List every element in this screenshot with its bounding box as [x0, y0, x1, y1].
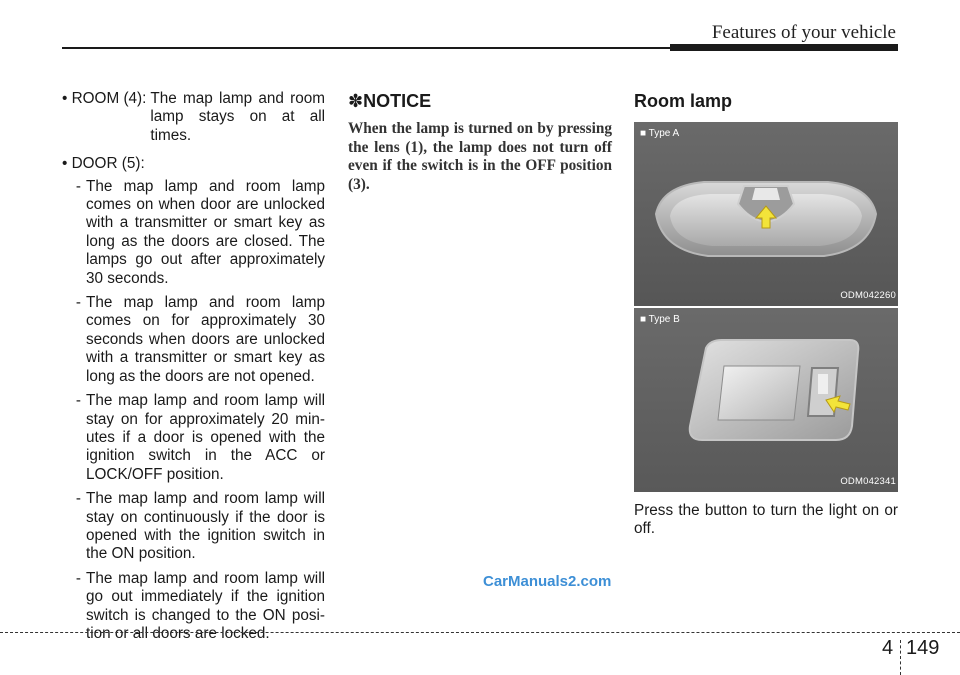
room-mode-label: • ROOM (4): [62, 90, 147, 107]
list-item-text: The map lamp and room lamp will go out immediately if the ignition switch is changed to the ON posi-tion or all doors are locked. [86, 569, 325, 642]
list-item-text: The map lamp and room lamp will stay on continuously if the door is opened with the ignition switch in the ON position. [86, 490, 325, 563]
list-item: - The map lamp and room lamp comes on when door are unlocked with a transmitter or smart key as long as the doors are closed. The lamps go out after approximately 30 seconds. [75, 177, 325, 287]
list-item: - The map lamp and room lamp will go out immediately if the ignition switch is changed to the ON posi-tion or all doors are locked. [75, 569, 325, 642]
figure-type-b-label: ■ Type B [640, 314, 680, 325]
left-column [62, 90, 325, 649]
list-item-text: The map lamp and room lamp will stay on for approximately 20 min-utes if a door is opened with the ignition switch in the ACC or LOCK/OFF position. [86, 392, 325, 483]
room-mode-item [62, 90, 325, 145]
list-item: - The map lamp and room lamp will stay on for approximately 20 min-utes if a door is opened with the ignition switch in the ACC or LOCK/OFF position. [75, 392, 325, 483]
header-bar [670, 44, 898, 51]
notice-mark-icon: ✽ [348, 91, 364, 111]
notice-title: NOTICE [363, 91, 432, 111]
list-item-text: The map lamp and room lamp comes on for approximately 30 seconds when doors are unlocked with a transmitter or smart key as long as the doors are not opened. [86, 294, 325, 385]
door-mode-label: • DOOR (5): [62, 155, 145, 173]
room-lamp-instruction: Press the button to turn the light on or off. [634, 502, 898, 538]
section-title: Room lamp [634, 91, 733, 111]
page-number: 149 [906, 637, 940, 659]
figure-type-b-code: ODM042341 [840, 475, 896, 487]
header-rule [62, 47, 670, 49]
chapter-number: 4 [882, 637, 894, 659]
room-lamp-type-a-illustration [634, 122, 898, 306]
room-lamp-column [634, 90, 898, 539]
room-mode-text: The map lamp and room lamp stays on at all times. [150, 90, 325, 144]
room-lamp-type-b-figure [634, 308, 898, 492]
list-item: - The map lamp and room lamp will stay on continuously if the door is opened with the ignition switch in the ON position. [75, 490, 325, 563]
notice-body: When the lamp is turned on by pressing the lens (1), the lamp does not turn off even if the switch is in the OFF position (3). [348, 120, 612, 193]
figure-type-a-label: ■ Type A [640, 128, 680, 139]
room-lamp-type-a-figure [634, 122, 898, 306]
door-mode-list [62, 178, 325, 644]
notice-column [348, 90, 612, 194]
list-item-text: The map lamp and room lamp comes on when door are unlocked with a transmitter or smart key as long as the doors are closed. The lamps go out after approximately 30 seconds. [86, 177, 325, 287]
notice-heading [348, 90, 612, 112]
footer-page-divider [900, 640, 901, 675]
page-header-title: Features of your vehicle [711, 22, 896, 43]
watermark-link[interactable]: CarManuals2.com [483, 573, 612, 590]
figure-type-a-code: ODM042260 [840, 289, 896, 301]
list-item: - The map lamp and room lamp comes on for approximately 30 seconds when doors are unlocked with a transmitter or smart key as long as the doors are not opened. [75, 294, 325, 385]
room-lamp-type-b-illustration [634, 308, 898, 492]
footer-dashed-rule [0, 632, 960, 633]
